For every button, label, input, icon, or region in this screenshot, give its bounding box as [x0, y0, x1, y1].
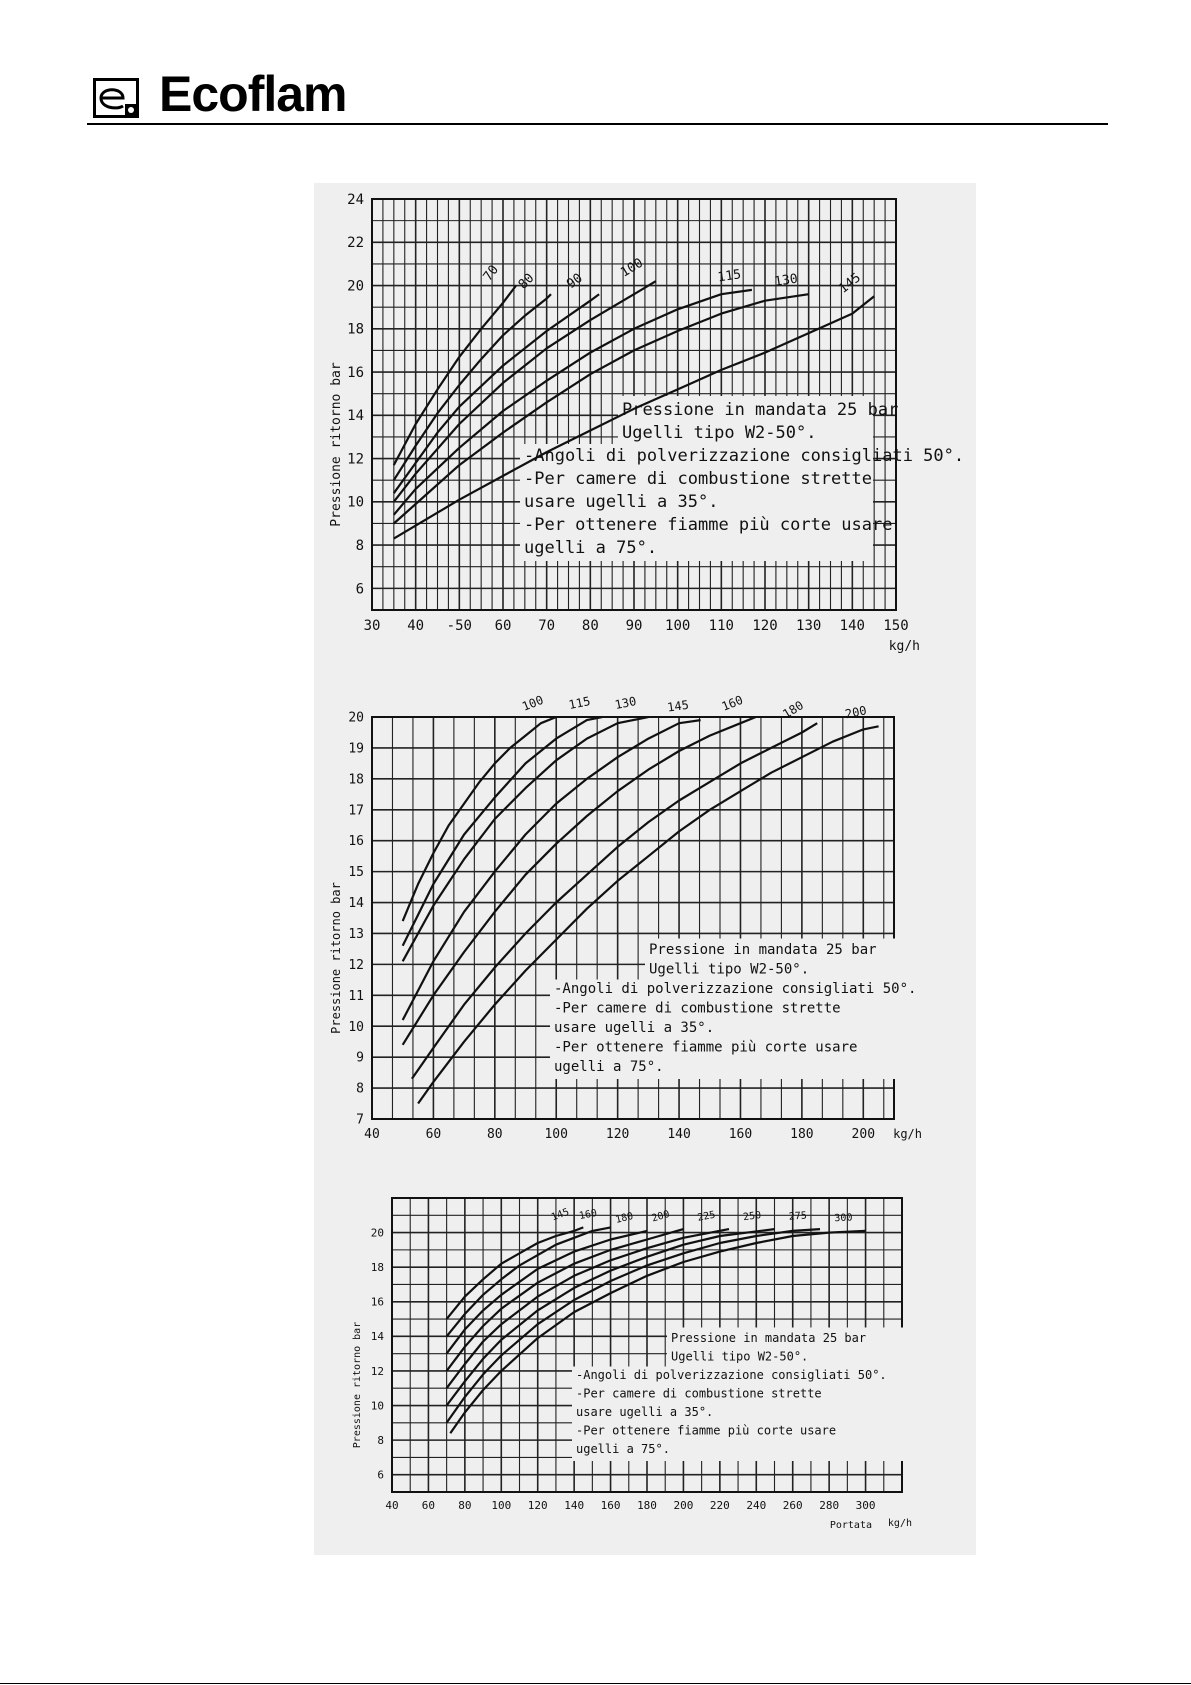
y-tick-label: 10 — [370, 1399, 384, 1413]
y-tick-label: 10 — [347, 494, 364, 511]
x-tick-label: 100 — [665, 618, 691, 634]
note-line: Pressione in mandata 25 bar — [649, 942, 877, 958]
x-tick-label: 120 — [605, 1127, 630, 1142]
note-line: usare ugelli a 35°. — [576, 1405, 714, 1419]
y-tick-label: 16 — [347, 364, 364, 381]
x-tick-label: 160 — [728, 1127, 753, 1142]
x-tick-label: 30 — [363, 618, 381, 634]
series-label: 115 — [567, 694, 592, 713]
x-tick-label: 40 — [407, 618, 425, 634]
x-tick-label: 70 — [538, 618, 556, 634]
series-label: 160 — [719, 692, 746, 714]
y-tick-label: 18 — [370, 1261, 384, 1275]
y-tick-label: 20 — [370, 1226, 384, 1240]
note-line: -Per camere di combustione strette — [554, 1000, 841, 1017]
x-tick-label: 200 — [851, 1127, 876, 1142]
header-rule — [87, 123, 1108, 125]
x-tick-label: 60 — [425, 1127, 442, 1142]
x-tick-label: 100 — [491, 1499, 512, 1512]
note-line: -Per ottenere fiamme più corte usare — [554, 1039, 858, 1056]
y-tick-label: 17 — [348, 803, 364, 819]
y-tick-label: 20 — [347, 278, 364, 295]
y-tick-label: 8 — [356, 1081, 364, 1097]
series-label: 275 — [788, 1210, 808, 1223]
series-label: 115 — [716, 267, 743, 286]
y-axis-label: Pressione ritorno bar — [329, 882, 343, 1034]
x-tick-label: 60 — [494, 618, 512, 634]
series-label: 70 — [480, 262, 503, 285]
x-axis-label-extra: Portata — [829, 1520, 872, 1531]
y-tick-label: 8 — [377, 1433, 384, 1447]
series-label: 200 — [843, 703, 868, 722]
note-line: usare ugelli a 35°. — [554, 1020, 715, 1036]
y-tick-label: 13 — [348, 927, 364, 943]
y-tick-label: 22 — [347, 235, 364, 252]
note-line: ugelli a 75°. — [554, 1059, 664, 1075]
series-line-70 — [394, 286, 516, 466]
series-label: 225 — [696, 1209, 717, 1224]
x-tick-label: 240 — [746, 1499, 767, 1512]
y-tick-label: 10 — [348, 1019, 364, 1035]
y-tick-label: 16 — [348, 834, 364, 850]
x-tick-label: 120 — [752, 618, 778, 634]
x-axis-label: kg/h — [887, 1518, 912, 1529]
series-label: 80 — [515, 270, 538, 293]
x-tick-label: 280 — [819, 1499, 840, 1512]
x-tick-label: 110 — [708, 618, 734, 634]
note-line: Pressione in mandata 25 bar — [622, 400, 899, 420]
x-tick-label: -50 — [446, 618, 472, 634]
series-label: 180 — [614, 1210, 635, 1226]
series-label: 180 — [780, 698, 807, 722]
y-tick-label: 15 — [348, 865, 364, 881]
note-line: Ugelli tipo W2-50°. — [671, 1349, 809, 1364]
note-line: -Per ottenere fiamme più corte usare — [576, 1423, 837, 1438]
series-label: 90 — [564, 270, 586, 293]
y-tick-label: 6 — [355, 581, 364, 598]
y-tick-label: 11 — [348, 988, 364, 1004]
y-tick-label: 14 — [348, 896, 364, 912]
series-label: 130 — [773, 271, 799, 290]
chart-1 — [314, 183, 976, 673]
series-label: 200 — [650, 1208, 671, 1225]
brand-name: Ecoflam — [159, 66, 347, 122]
y-tick-label: 8 — [355, 538, 364, 555]
y-tick-label: 24 — [347, 191, 364, 208]
note-line: -Angoli di polverizzazione consigliati 50°. — [576, 1368, 887, 1382]
y-tick-label: 14 — [370, 1330, 384, 1344]
x-tick-label: 100 — [544, 1127, 568, 1142]
x-tick-label: 140 — [667, 1127, 691, 1142]
series-label: 250 — [742, 1210, 762, 1224]
x-tick-label: 200 — [673, 1499, 694, 1512]
note-line: -Angoli di polverizzazione consigliati 50°. — [524, 446, 965, 466]
x-tick-label: 180 — [790, 1127, 814, 1142]
y-tick-label: 18 — [348, 772, 364, 788]
x-tick-label: 60 — [421, 1499, 436, 1512]
note-line: -Angoli di polverizzazione consigliati 50°. — [554, 981, 917, 997]
note-line: ugelli a 75°. — [576, 1442, 670, 1456]
x-axis-label: kg/h — [893, 1127, 922, 1141]
note-line: ugelli a 75°. — [524, 538, 658, 558]
y-tick-label: 9 — [356, 1050, 364, 1066]
y-axis-label: Pressione ritorno bar — [352, 1321, 363, 1449]
y-tick-label: 7 — [356, 1112, 364, 1128]
y-tick-label: 14 — [347, 408, 364, 425]
x-tick-label: 80 — [486, 1127, 503, 1142]
y-tick-label: 16 — [370, 1295, 384, 1309]
series-line-130 — [403, 717, 649, 961]
ecoflam-logo-icon — [93, 78, 139, 118]
series-label: 100 — [520, 692, 546, 714]
y-tick-label: 12 — [370, 1364, 384, 1378]
x-tick-label: 180 — [637, 1499, 657, 1512]
chart-1-svg — [314, 183, 976, 673]
x-tick-label: 90 — [625, 618, 643, 634]
footer-rule — [0, 1683, 1191, 1684]
y-tick-label: 12 — [348, 957, 364, 973]
y-tick-label: 19 — [348, 741, 364, 757]
series-label: 300 — [834, 1212, 853, 1225]
series-label: 145 — [549, 1206, 571, 1224]
y-axis-label: Pressione ritorno bar — [329, 362, 344, 527]
note-line: Ugelli tipo W2-50°. — [622, 423, 817, 443]
x-tick-label: 120 — [527, 1499, 548, 1512]
x-tick-label: 300 — [855, 1499, 876, 1512]
x-tick-label: 140 — [839, 618, 865, 634]
chart-2 — [314, 692, 976, 1142]
y-tick-label: 18 — [347, 321, 364, 338]
series-label: 160 — [578, 1207, 599, 1223]
y-tick-label: 20 — [348, 710, 364, 726]
note-line: usare ugelli a 35°. — [524, 492, 719, 512]
chart-3-svg — [314, 1187, 976, 1557]
x-tick-label: 220 — [709, 1499, 730, 1512]
series-label: 130 — [613, 694, 638, 713]
x-tick-label: 80 — [458, 1499, 472, 1512]
x-tick-label: 260 — [782, 1499, 803, 1512]
note-line: Pressione in mandata 25 bar — [671, 1331, 867, 1345]
x-tick-label: 80 — [581, 618, 599, 634]
note-line: -Per camere di combustione strette — [576, 1386, 822, 1401]
note-line: -Per camere di combustione strette — [524, 469, 872, 489]
x-tick-label: 40 — [364, 1127, 380, 1142]
chart-2-svg — [314, 692, 976, 1142]
note-line: Ugelli tipo W2-50°. — [649, 961, 810, 978]
x-tick-label: 140 — [564, 1499, 585, 1512]
x-axis-label: kg/h — [888, 639, 920, 654]
series-label: 145 — [666, 697, 690, 715]
x-tick-label: 130 — [796, 618, 822, 634]
series-label: 145 — [836, 270, 864, 297]
y-tick-label: 6 — [377, 1468, 384, 1482]
note-line: -Per ottenere fiamme più corte usare — [524, 515, 893, 535]
x-tick-label: 150 — [883, 618, 909, 634]
x-tick-label: 160 — [600, 1499, 621, 1512]
y-tick-label: 12 — [347, 451, 364, 468]
x-tick-label: 40 — [385, 1499, 399, 1512]
chart-3 — [314, 1187, 976, 1557]
series-label: 100 — [618, 255, 646, 281]
